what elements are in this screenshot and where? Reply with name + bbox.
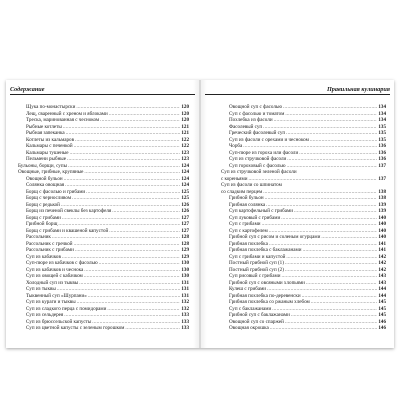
- toc-entry-title: Суп гороховый с фасолью: [229, 162, 286, 169]
- toc-entry-title: Рыбная запеканка: [26, 130, 65, 136]
- toc-entry-page: 144: [378, 292, 386, 299]
- toc-entry-title: Борщ с грибами: [26, 214, 61, 221]
- toc-entry-page: 121: [181, 123, 189, 130]
- toc-section-title: Овощные, грибные, крупяные: [18, 169, 84, 175]
- toc-entry-title: Грибная похлебка со ржаным хлебом: [229, 299, 310, 305]
- toc-entry-title: Треска, маринованная с чесноком: [26, 117, 100, 123]
- toc-entry-page: 144: [378, 286, 386, 292]
- right-toc-list: [221, 104, 386, 332]
- toc-entry-title: Суп рисовый с грибами: [229, 273, 281, 279]
- toc-entry-title: Рассольник с гречкой: [26, 240, 73, 247]
- toc-entry-title: Холодный суп из тыквы: [26, 279, 79, 286]
- toc-entry-title: Фасолевый суп: [229, 123, 263, 130]
- right-page: [201, 80, 394, 348]
- toc-entry-title: Суп из кабачков и чеснока: [26, 266, 84, 273]
- toc-entry-title: Лещ, сваренный с хреном и яблоками: [26, 110, 108, 117]
- toc-entry-title: Грибной борщ: [26, 221, 58, 227]
- toc-entry-title: Рассольник: [26, 234, 51, 240]
- toc-section-title: Бульоны, борщи, супы: [18, 162, 67, 169]
- toc-entry-page: 142: [378, 260, 386, 266]
- toc-entry-page: 121: [181, 130, 189, 136]
- toc-entry-page: 132: [181, 305, 189, 312]
- toc-entry-title: Рыбные котлеты: [26, 123, 62, 130]
- toc-entry-page: 129: [181, 253, 189, 260]
- toc-entry-title: Котлеты из кальмаров: [26, 136, 74, 143]
- toc-entry-title: Грибная похлебка: [229, 240, 268, 247]
- toc-entry-page: 146: [378, 325, 386, 331]
- toc-entry-page: 139: [378, 208, 386, 214]
- toc-entry-title: Пельмени рыбные: [26, 156, 66, 162]
- toc-entry-title: Солянка овощная: [26, 182, 65, 188]
- toc-entry-page: 145: [378, 305, 386, 312]
- toc-entry-page: 124: [181, 169, 189, 175]
- toc-entry-page: 131: [181, 292, 189, 299]
- toc-entry-page: 122: [181, 136, 189, 143]
- toc-entry: [221, 182, 386, 195]
- toc-entry-page: 133: [181, 318, 189, 325]
- toc-entry-title: Суп из стручковой фасоли: [229, 156, 287, 162]
- toc-entry-page: 139: [378, 201, 386, 208]
- toc-entry-page: 127: [181, 214, 189, 221]
- toc-entry-page: 127: [181, 221, 189, 227]
- toc-entry-page: 134: [378, 104, 386, 110]
- toc-entry-page: 130: [181, 273, 189, 279]
- toc-entry-title: Чорба: [229, 143, 243, 149]
- toc-entry-page: 130: [181, 260, 189, 266]
- toc-entry-page: 120: [181, 117, 189, 123]
- toc-leader-dots: [125, 325, 180, 332]
- toc-entry-title: Грибной бульон: [229, 195, 264, 201]
- toc-entry-page: 143: [378, 273, 386, 279]
- toc-entry-title: Суп с грибами и капустой: [229, 253, 286, 260]
- toc-entry-page: 141: [378, 247, 386, 253]
- toc-entry-title: Грибной суп с овсяными хлопьями: [229, 279, 305, 286]
- left-toc-list: [18, 104, 189, 332]
- toc-entry-page: 128: [181, 240, 189, 247]
- toc-entry-page: 135: [378, 123, 386, 130]
- left-page: [6, 80, 199, 348]
- toc-entry-page: 133: [181, 312, 189, 318]
- toc-entry-page: 145: [378, 299, 386, 305]
- toc-entry-title: Овощной суп с фасолью: [229, 104, 283, 110]
- toc-entry: [221, 325, 386, 332]
- toc-entry-title: Постный грибной суп (1): [229, 260, 284, 266]
- toc-entry: [221, 169, 386, 182]
- toc-entry-title: Овощной бульон: [26, 175, 63, 182]
- toc-entry-page: 132: [181, 299, 189, 305]
- toc-entry-title: Суп с баклажанами: [229, 305, 272, 312]
- toc-entry: [18, 325, 189, 332]
- toc-entry-title: Постный грибной суп (2): [229, 266, 284, 273]
- toc-entry-page: 136: [378, 156, 386, 162]
- toc-entry-title: Суп из овощей с кабачком: [26, 273, 83, 279]
- toc-entry-title: Суп из сладкого перца с помидорами: [26, 305, 107, 312]
- toc-entry-page: 124: [181, 175, 189, 182]
- toc-entry-page: 123: [181, 149, 189, 156]
- toc-entry-title: Кулеш с грибами: [229, 286, 267, 292]
- toc-entry-title: Грибная солянка: [229, 201, 266, 208]
- toc-entry-title: Суп картофельный с грибами: [229, 208, 293, 214]
- toc-entry-page: 135: [378, 130, 386, 136]
- toc-entry-title: Грибная похлебка с баклажанами: [229, 247, 302, 253]
- toc-leader-dots: [270, 325, 378, 332]
- toc-entry-title: Греческий фасолевый суп: [229, 130, 286, 136]
- toc-entry-page: 131: [181, 279, 189, 286]
- toc-entry-title: Борщ с фасолью и грибами: [26, 188, 86, 195]
- right-header-rule: [205, 94, 390, 95]
- toc-entry-page: 133: [181, 325, 189, 331]
- toc-entry-page: 137: [378, 162, 386, 169]
- toc-entry-page: 136: [378, 143, 386, 149]
- toc-entry-page: 137: [378, 175, 386, 182]
- toc-entry-title: Суп из кураги и тыквы: [26, 299, 76, 305]
- toc-entry-title-continued: со сладким перцем: [221, 188, 263, 195]
- book-spread: [6, 80, 394, 348]
- toc-entry-title: Овощной суп со спаржей: [229, 318, 284, 325]
- toc-entry-page: 138: [378, 195, 386, 201]
- toc-entry-title: Суп из фасоли с орехами и чесноком: [229, 136, 309, 143]
- toc-entry-title: Кальмары тушеные: [26, 149, 69, 156]
- toc-entry-page: 140: [378, 214, 386, 221]
- toc-entry-page: 134: [378, 110, 386, 117]
- toc-entry-title: Суп с грибами: [229, 221, 261, 227]
- toc-entry-page: 140: [378, 234, 386, 240]
- toc-entry-title: Борщ из печеной свеклы без картофеля: [26, 208, 112, 214]
- toc-entry-page: 130: [181, 266, 189, 273]
- toc-entry-page: 128: [181, 234, 189, 240]
- toc-entry-title: Тыквенный суп «Шурпани»: [26, 292, 87, 299]
- toc-entry-title: Суп-пюре из кабачков с фасолью: [26, 260, 98, 266]
- toc-entry-title: Суп с картофелем: [229, 227, 268, 234]
- toc-entry-page: 142: [378, 266, 386, 273]
- toc-entry-title: Суп луковый с грибами: [229, 214, 281, 221]
- toc-entry-title: Суп из брюссельской капусты: [26, 318, 92, 325]
- toc-entry-page: 129: [181, 247, 189, 253]
- toc-entry-page: 120: [181, 104, 189, 110]
- toc-entry-page: 141: [378, 240, 386, 247]
- toc-entry-page: 125: [181, 195, 189, 201]
- toc-entry-title: Суп из цветной капусты с зеленым горошком: [26, 325, 125, 331]
- toc-entry-title: Суп из стручковой зеленой фасоли: [221, 169, 297, 175]
- toc-entry-page: 146: [378, 318, 386, 325]
- toc-entry-page: 142: [378, 253, 386, 260]
- toc-entry-page: 122: [181, 143, 189, 149]
- toc-entry-page: 126: [181, 201, 189, 208]
- toc-entry-title: Грибной суп с рисом и соленым огурцами: [229, 234, 321, 240]
- toc-entry-title: Борщ с черносливом: [26, 195, 72, 201]
- toc-entry-page: 131: [181, 286, 189, 292]
- toc-entry-title: Суп из сельдерея: [26, 312, 64, 318]
- toc-entry-page: 143: [378, 279, 386, 286]
- toc-entry-title-continued: с кореньями: [221, 175, 248, 182]
- toc-entry-page: 134: [378, 117, 386, 123]
- toc-entry-title: Суп-пюре из гороха или фасоли: [229, 149, 299, 156]
- toc-entry-page: 125: [181, 188, 189, 195]
- toc-entry-page: 124: [181, 162, 189, 169]
- toc-entry-title: Суп из фасоли со шпинатом: [221, 182, 282, 188]
- toc-entry-title: Борщ с грибами и квашеной капустой: [26, 227, 109, 234]
- toc-entry-page: 138: [378, 188, 386, 195]
- toc-entry-page: 135: [378, 136, 386, 143]
- toc-leader-dots: [287, 163, 378, 170]
- toc-entry-page: 145: [378, 312, 386, 318]
- toc-entry-page: 140: [378, 221, 386, 227]
- toc-entry-page: 140: [378, 227, 386, 234]
- right-gutter-shadow: [201, 80, 207, 348]
- toc-entry-page: 123: [181, 156, 189, 162]
- left-header-rule: [10, 94, 195, 95]
- toc-entry-title: Овощная окрошка: [229, 325, 269, 331]
- toc-entry-page: 126: [181, 208, 189, 214]
- toc-entry-page: 127: [181, 227, 189, 234]
- toc-entry-title: Грибная похлебка по-деревенски: [229, 292, 301, 299]
- toc-entry-title: Похлебка из фасоли: [229, 117, 273, 123]
- toc-entry-title: Суп с фасолью и томатом: [229, 110, 285, 117]
- toc-entry-title: Рассольник с грибами: [26, 247, 74, 253]
- toc-entry-title: Борщ с редькой: [26, 201, 60, 208]
- right-running-head: Правильная кулинария: [326, 86, 390, 93]
- toc-entry-title: Кальмары с печенкой: [26, 143, 73, 149]
- toc-entry-page: 136: [378, 149, 386, 156]
- toc-entry-title: Грибной суп с баклажанами: [229, 312, 290, 318]
- toc-entry-title: Щука по-монастырски: [26, 104, 76, 110]
- toc-entry-page: 120: [181, 110, 189, 117]
- left-running-head: Содержание: [10, 86, 45, 93]
- toc-entry-title: Суп из тыквы: [26, 286, 56, 292]
- toc-entry-title: Суп из кабачков: [26, 253, 61, 260]
- toc-entry-page: 124: [181, 182, 189, 188]
